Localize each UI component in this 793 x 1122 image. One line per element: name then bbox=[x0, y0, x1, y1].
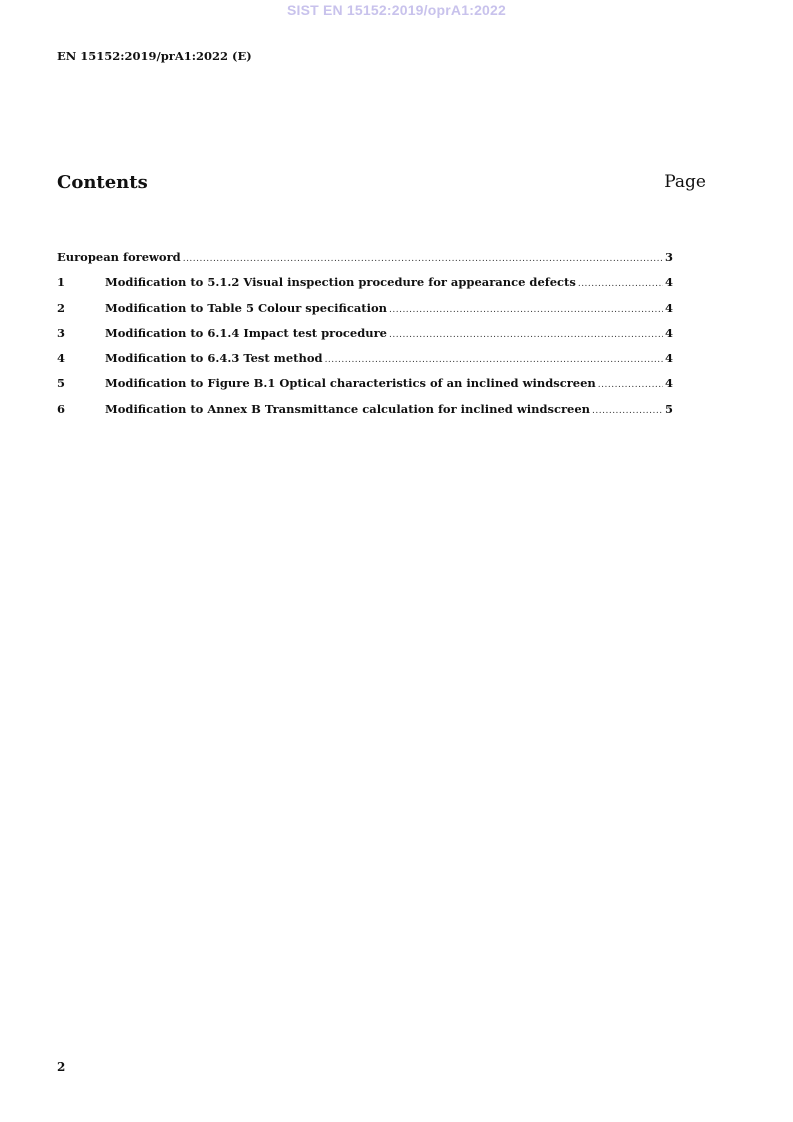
toc-entry-title: Modification to Figure B.1 Optical characteristics of an inclined windscreen bbox=[105, 376, 596, 391]
toc-entry-6[interactable] bbox=[57, 402, 673, 427]
toc-entry-title: European foreword bbox=[57, 250, 181, 264]
toc-entry-foreword[interactable] bbox=[57, 250, 673, 275]
toc-entry-title: Modification to 6.1.4 Impact test procedure bbox=[105, 325, 387, 340]
toc-entry-page: 4 bbox=[664, 325, 673, 340]
toc-entry-number: 5 bbox=[57, 376, 66, 391]
dot-leader bbox=[389, 330, 663, 340]
table-of-contents bbox=[57, 250, 673, 427]
toc-entry-page: 5 bbox=[664, 401, 673, 416]
toc-entry-5[interactable] bbox=[57, 376, 673, 401]
toc-entry-page: 4 bbox=[664, 275, 673, 290]
page-number: 2 bbox=[57, 1060, 66, 1074]
dot-leader bbox=[578, 279, 663, 289]
toc-entry-1[interactable] bbox=[57, 275, 673, 300]
dot-leader bbox=[183, 254, 663, 264]
dot-leader bbox=[325, 355, 663, 365]
toc-entry-page: 4 bbox=[664, 376, 673, 391]
toc-entry-title: Modification to Table 5 Colour specification bbox=[105, 300, 387, 315]
dot-leader bbox=[598, 380, 663, 390]
toc-entry-number: 3 bbox=[57, 325, 66, 340]
contents-title: Contents bbox=[57, 172, 148, 193]
page-column-label: Page bbox=[664, 172, 706, 192]
dot-leader bbox=[592, 406, 663, 416]
toc-entry-number: 4 bbox=[57, 351, 66, 366]
toc-entry-number: 1 bbox=[57, 275, 66, 290]
toc-entry-title: Modification to 5.1.2 Visual inspection procedure for appearance defects bbox=[105, 275, 576, 290]
toc-entry-2[interactable] bbox=[57, 301, 673, 326]
watermark: SIST EN 15152:2019/oprA1:2022 bbox=[286, 2, 507, 18]
document-id: EN 15152:2019/prA1:2022 (E) bbox=[57, 49, 252, 63]
toc-entry-page: 4 bbox=[664, 300, 673, 315]
dot-leader bbox=[389, 305, 663, 315]
toc-entry-title: Modification to 6.4.3 Test method bbox=[105, 351, 323, 366]
toc-entry-page: 3 bbox=[664, 250, 673, 264]
toc-entry-number: 2 bbox=[57, 300, 66, 315]
toc-entry-3[interactable] bbox=[57, 326, 673, 351]
toc-entry-4[interactable] bbox=[57, 351, 673, 376]
toc-entry-title: Modification to Annex B Transmittance calculation for inclined windscreen bbox=[105, 401, 591, 416]
toc-entry-number: 6 bbox=[57, 401, 66, 416]
toc-entry-page: 4 bbox=[664, 351, 673, 366]
